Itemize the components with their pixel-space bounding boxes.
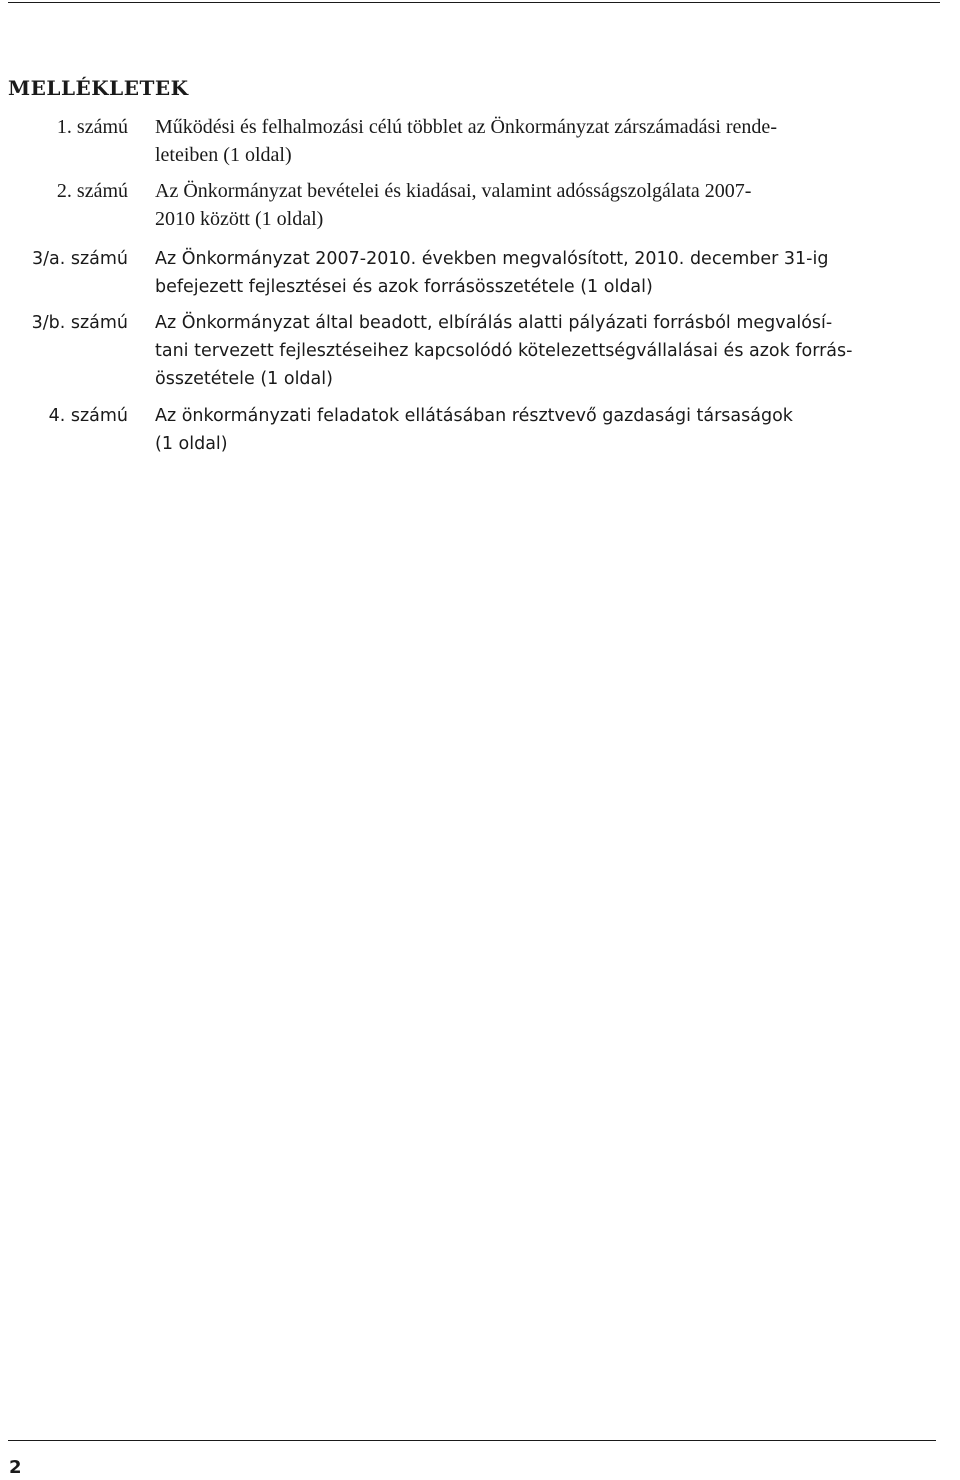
page-number: 2 [9,1457,22,1478]
annex-description-line: Az Önkormányzat 2007-2010. években megvalósított, 2010. december 31-ig [155,249,829,269]
footer-rule [8,1440,936,1441]
annex-number: 2. számú [56,180,128,202]
annex-description-line: Az önkormányzati feladatok ellátásában résztvevő gazdasági társaságok [155,406,793,426]
annex-description [155,402,945,458]
annex-description-line: tani tervezett fejlesztéseihez kapcsolódó kötelezettségvállalásai és azok forrás- [155,341,853,361]
annex-description [155,245,945,301]
annex-description [155,177,945,233]
annex-number: 3/a. számú [31,249,128,269]
annex-number: 3/b. számú [31,313,128,333]
annex-description [155,309,945,393]
annex-description-line: Működési és felhalmozási célú többlet az Önkormányzat zárszámadási rende- [155,116,777,138]
annex-number: 1. számú [56,116,128,138]
annex-description-line: befejezett fejlesztései és azok forrásösszetétele (1 oldal) [155,277,653,297]
top-rule [8,2,940,3]
annex-description-line: összetétele (1 oldal) [155,369,333,389]
annex-description [155,113,945,169]
annex-description-line: Az Önkormányzat által beadott, elbírálás alatti pályázati forrásból megvalósí- [155,313,833,333]
annex-number: 4. számú [48,406,128,426]
annex-description-line: leteiben (1 oldal) [155,144,292,166]
annex-description-line: (1 oldal) [155,434,228,454]
annex-description-line: Az Önkormányzat bevételei és kiadásai, valamint adósságszolgálata 2007- [155,180,752,202]
page-heading: MELLÉKLETEK [8,76,189,100]
annex-description-line: 2010 között (1 oldal) [155,208,324,230]
